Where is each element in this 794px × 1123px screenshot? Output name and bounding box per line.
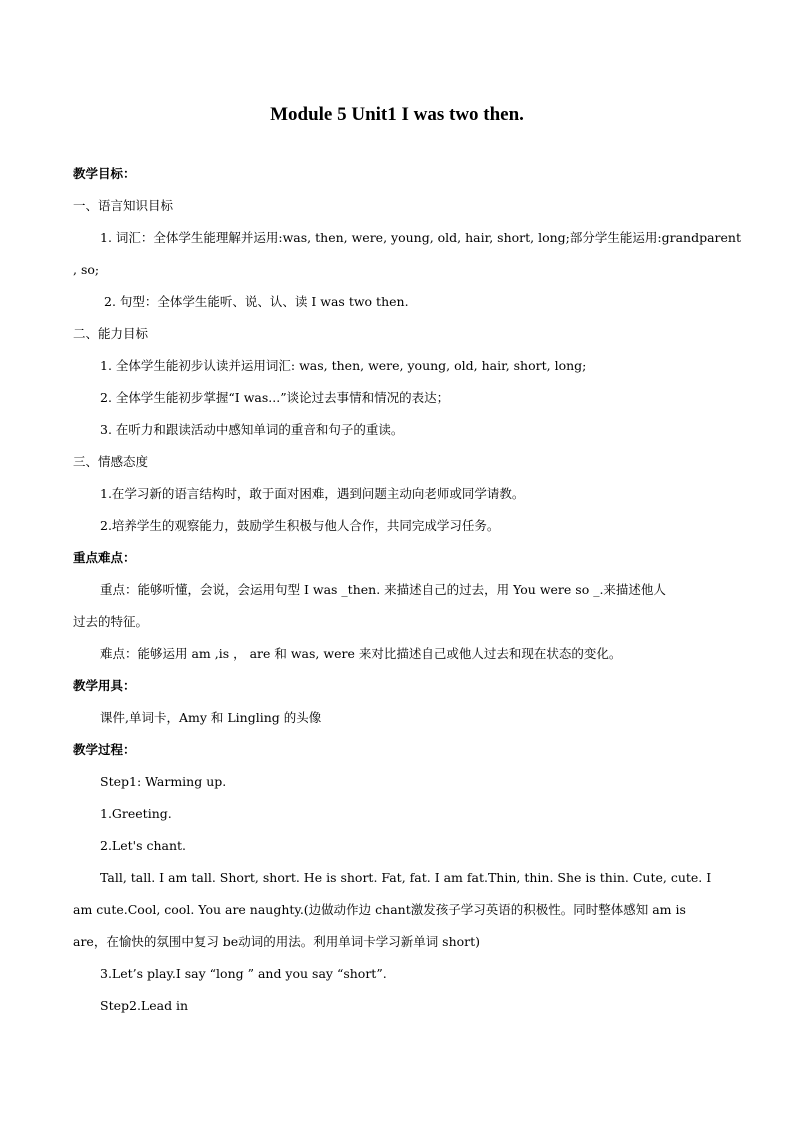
step-1-chant: 2.Let's chant. [100,838,187,853]
heading-teaching-aids: 教学用具： [73,678,136,693]
step-1-greeting: 1.Greeting. [100,806,172,821]
step-1-play: 3.Let’s play.I say “long ” and you say “short”. [100,966,387,981]
page-title: Module 5 Unit1 I was two then. [270,104,524,125]
key-point-cont: 过去的特征。 [73,614,149,629]
section-language-knowledge: 一、语言知识目标 [73,198,174,213]
section-attitude: 三、情感态度 [73,454,149,469]
difficult-point: 难点：能够运用 am ,is ， are 和 was, were 来对比描述自己或他人过去和现在状态的变化。 [100,646,622,661]
goal-vocabulary-cont: , so; [73,262,100,277]
ability-goal-3: 3. 在听力和跟读活动中感知单词的重音和句子的重读。 [100,422,404,437]
ability-goal-2: 2. 全体学生能初步掌握“I was...”谈论过去事情和情况的表达； [100,390,450,405]
section-ability-goals: 二、能力目标 [73,326,149,341]
heading-key-points: 重点难点： [73,550,136,565]
attitude-2: 2.培养学生的观察能力，鼓励学生积极与他人合作，共同完成学习任务。 [100,518,500,533]
step-1: Step1: Warming up. [100,774,227,789]
key-point: 重点：能够听懂，会说，会运用句型 I was _then. 来描述自己的过去，用 You were so _.来描述他人 [100,582,666,597]
chant-text: Tall, tall. I am tall. Short, short. He is short. Fat, fat. I am fat.Thin, thin. She is thin. Cute, cute. I [100,870,712,885]
attitude-1: 1.在学习新的语言结构时，敢于面对困难，遇到问题主动向老师或同学请教。 [100,486,525,501]
chant-text-cont-2: are，在愉快的氛围中复习 be动词的用法。利用单词卡学习新单词 short) [73,934,481,949]
teaching-aids: 课件,单词卡，Amy 和 Lingling 的头像 [100,710,322,725]
chant-text-cont-1: am cute.Cool, cool. You are naughty.(边做动作边 chant激发孩子学习英语的积极性。同时整体感知 am is [73,902,686,917]
goal-vocabulary: 1. 词汇：全体学生能理解并运用:was, then, were, young, old, hair, short, long;部分学生能运用:grandparent [100,230,741,245]
ability-goal-1: 1. 全体学生能初步认读并运用词汇: was, then, were, young, old, hair, short, long; [100,358,587,373]
goal-sentence: 2. 句型：全体学生能听、说、认、读 I was two then. [104,294,409,309]
heading-teaching-goals: 教学目标： [73,166,136,181]
step-2: Step2.Lead in [100,998,189,1013]
heading-teaching-process: 教学过程： [73,742,136,757]
